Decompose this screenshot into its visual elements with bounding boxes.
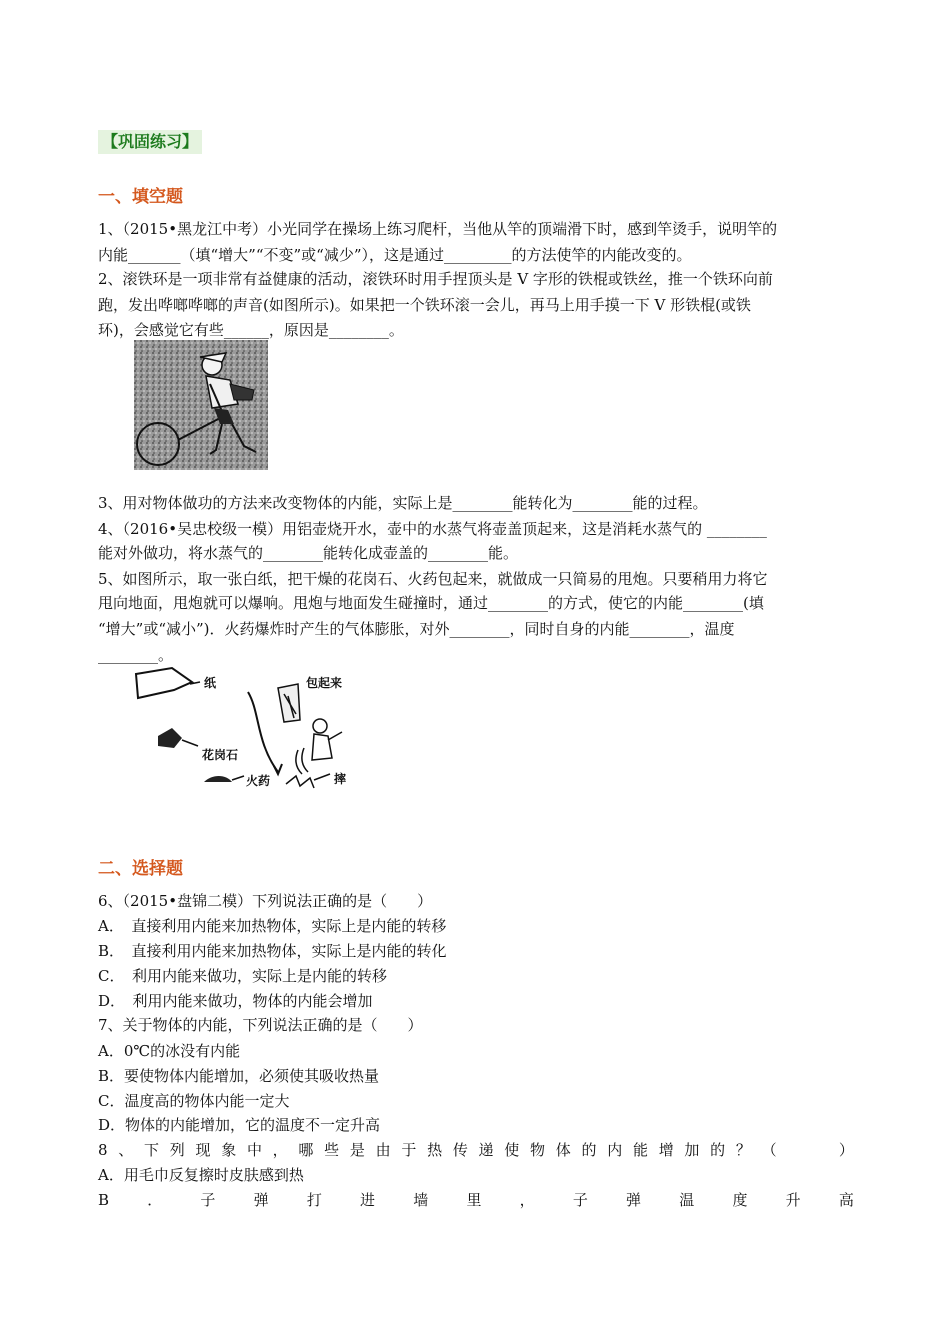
q8-stem-char: ） bbox=[838, 1141, 854, 1159]
q1-line1: 1、（2015•黑龙江中考）小光同学在操场上练习爬杆，当他从竿的顶端滑下时，感到竿烫手，说明竿的 bbox=[98, 220, 778, 238]
q8-stem-char: 中 bbox=[246, 1141, 262, 1159]
q5-line1: 5、如图所示，取一张白纸，把干燥的花岗石、火药包起来，就做成一只简易的甩炮。只要稍用力将它 bbox=[98, 570, 768, 588]
q8-b-char: 墙 bbox=[413, 1191, 429, 1209]
q7-option-c: C．温度高的物体内能一定大 bbox=[98, 1092, 290, 1110]
q6-option-b: B． 直接利用内能来加热物体，实际上是内能的转化 bbox=[98, 942, 447, 960]
q8-b-char: 弹 bbox=[626, 1191, 642, 1209]
exercise-badge: 【巩固练习】 bbox=[98, 130, 202, 154]
q8-stem-char: 由 bbox=[375, 1141, 391, 1159]
q8-stem-char: 物 bbox=[530, 1141, 546, 1159]
q8-b-char: 高 bbox=[838, 1191, 854, 1209]
q8-stem-char: 哪 bbox=[298, 1141, 314, 1159]
q8-stem-char: 8 bbox=[98, 1141, 108, 1159]
label-throw: 摔 bbox=[334, 772, 347, 786]
q6-option-a: A． 直接利用内能来加热物体，实际上是内能的转移 bbox=[98, 917, 447, 935]
q8-stem bbox=[98, 1139, 854, 1161]
q8-stem-char: 下 bbox=[144, 1141, 160, 1159]
section-fill-in: 一、填空题 bbox=[98, 187, 183, 207]
hoop-rolling-figure bbox=[134, 340, 268, 470]
label-granite: 花岗石 bbox=[202, 748, 239, 762]
label-paper: 纸 bbox=[204, 676, 217, 690]
q8-stem-char: 、 bbox=[118, 1141, 134, 1159]
q8-b-char: 打 bbox=[306, 1191, 322, 1209]
q6-option-c: C． 利用内能来做功，实际上是内能的转移 bbox=[98, 967, 387, 985]
q8-stem-char: 热 bbox=[427, 1141, 443, 1159]
q8-stem-char: （ bbox=[761, 1141, 777, 1159]
q8-stem-char: 象 bbox=[221, 1141, 237, 1159]
q3-line1: 3、用对物体做功的方法来改变物体的内能，实际上是________能转化为________能的过程。 bbox=[98, 494, 708, 512]
q8-stem-char: 传 bbox=[452, 1141, 468, 1159]
cap-gun-figure bbox=[128, 664, 364, 794]
q8-b-char: 温 bbox=[679, 1191, 695, 1209]
q2-line3: 环)，会感觉它有些______，原因是________。 bbox=[98, 321, 404, 339]
q4-line1: 4、（2016•吴忠校级一模）用铝壶烧开水，壶中的水蒸气将壶盖顶起来，这是消耗水蒸气的 ________ bbox=[98, 520, 767, 538]
q5-line3: “增大”或“减小”)．火药爆炸时产生的气体膨胀，对外________，同时自身的内能________，温度 bbox=[98, 620, 735, 638]
q8-b-char: 度 bbox=[732, 1191, 748, 1209]
q8-stem-char: 内 bbox=[607, 1141, 623, 1159]
q8-stem-char: 的 bbox=[710, 1141, 726, 1159]
label-powder: 火药 bbox=[246, 774, 271, 788]
q8-b-char: 里 bbox=[466, 1191, 482, 1209]
q8-stem-char: 的 bbox=[581, 1141, 597, 1159]
q8-stem-char: 是 bbox=[349, 1141, 365, 1159]
q7-option-b: B．要使物体内能增加，必须使其吸收热量 bbox=[98, 1067, 380, 1085]
section-multiple-choice: 二、选择题 bbox=[98, 859, 183, 879]
q8-stem-char: ？ bbox=[735, 1141, 751, 1159]
q5-line2: 甩向地面，甩炮就可以爆响。甩炮与地面发生碰撞时，通过________的方式，使它的内能________(填 bbox=[98, 594, 764, 612]
q8-stem-char: 能 bbox=[632, 1141, 648, 1159]
q8-stem-char bbox=[813, 1139, 828, 1161]
q2-line1: 2、滚铁环是一项非常有益健康的活动，滚铁环时用手捏顶头是 V 字形的铁棍或铁丝，推一个铁环向前 bbox=[98, 270, 773, 288]
q8-stem-char: 递 bbox=[478, 1141, 494, 1159]
q8-b-char: ． bbox=[147, 1191, 163, 1209]
boy-rolling-hoop-illustration bbox=[134, 340, 268, 470]
q8-b-char: 子 bbox=[200, 1191, 216, 1209]
q8-stem-char: 加 bbox=[684, 1141, 700, 1159]
q8-b-char: 子 bbox=[572, 1191, 588, 1209]
q6-stem: 6、（2015•盘锦二模）下列说法正确的是（ ） bbox=[98, 892, 433, 910]
q7-option-a: A．0℃的冰没有内能 bbox=[98, 1042, 241, 1060]
q8-stem-char bbox=[787, 1139, 802, 1161]
q4-line2: 能对外做功，将水蒸气的________能转化成壶盖的________能。 bbox=[98, 544, 519, 562]
q8-option-b bbox=[98, 1189, 854, 1211]
q8-stem-char: 现 bbox=[195, 1141, 211, 1159]
q6-option-d: D． 利用内能来做功，物体的内能会增加 bbox=[98, 992, 373, 1010]
q8-b-char: 升 bbox=[785, 1191, 801, 1209]
q8-stem-char: 增 bbox=[658, 1141, 674, 1159]
q8-stem-char: 体 bbox=[555, 1141, 571, 1159]
q8-option-a: A．用毛巾反复擦时皮肤感到热 bbox=[98, 1166, 304, 1184]
q1-line2: 内能_______（填“增大”“不变”或“减少”），这是通过_________的方法使竿的内能改变的。 bbox=[98, 246, 692, 264]
q2-line2: 跑，发出哗啷哗啷的声音(如图所示)。如果把一个铁环滚一会儿，再马上用手摸一下 V 形铁棍(或铁 bbox=[98, 296, 751, 314]
q8-stem-char: 于 bbox=[401, 1141, 417, 1159]
q8-b-char: 进 bbox=[360, 1191, 376, 1209]
q8-b-char: B bbox=[98, 1191, 110, 1209]
label-wrap: 包起来 bbox=[306, 676, 343, 690]
q5-line4: ________。 bbox=[98, 646, 174, 664]
q8-stem-char: 些 bbox=[324, 1141, 340, 1159]
q8-stem-char: 使 bbox=[504, 1141, 520, 1159]
q8-b-char: ， bbox=[519, 1191, 535, 1209]
q8-b-char: 弹 bbox=[253, 1191, 269, 1209]
q7-option-d: D．物体的内能增加，它的温度不一定升高 bbox=[98, 1116, 381, 1134]
q7-stem: 7、关于物体的内能，下列说法正确的是（ ） bbox=[98, 1016, 423, 1034]
q8-stem-char: 列 bbox=[169, 1141, 185, 1159]
q8-stem-char: ， bbox=[272, 1141, 288, 1159]
